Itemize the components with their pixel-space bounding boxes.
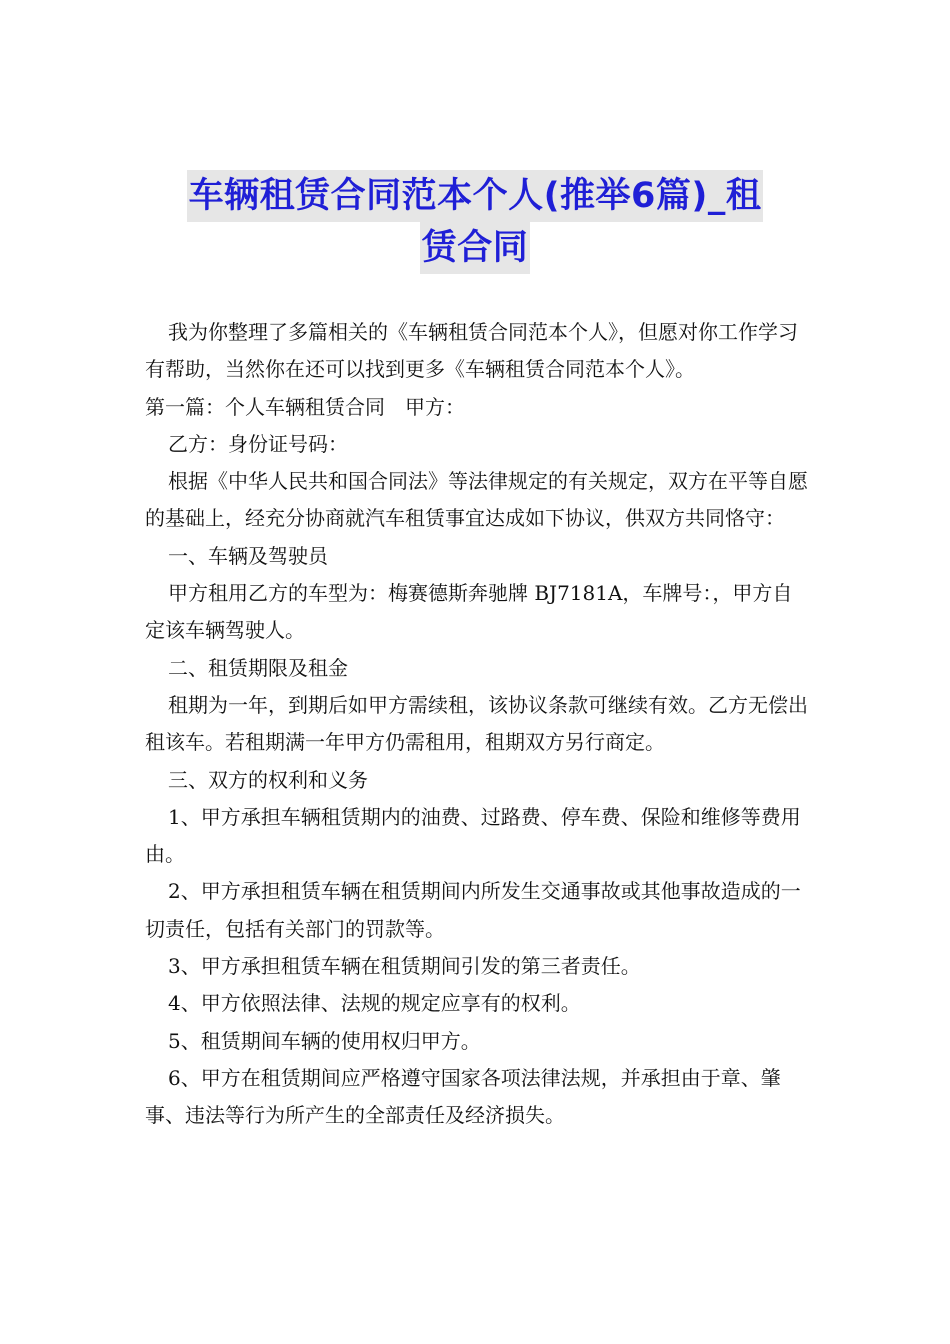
clause-6: 6、甲方在租赁期间应严格遵守国家各项法律法规，并承担由于章、肇事、违法等行为所产生的全部责任及经济损失。 (145, 1065, 781, 1128)
heading-rights-obligations: 三、双方的权利和义务 (168, 767, 368, 792)
heading-vehicle-driver: 一、车辆及驾驶员 (168, 543, 328, 568)
paragraph-legal-basis: 根据《中华人民共和国合同法》等法律规定的有关规定，双方在平等自愿的基础上，经充分协商就汽车租赁事宜达成如下协议，供双方共同恪守： (145, 469, 808, 531)
paragraph-intro: 我为你整理了多篇相关的《车辆租赁合同范本个人》，但愿对你工作学习有帮助，当然你在还可以找到更多《车辆租赁合同范本个人》。 (145, 320, 798, 382)
clause-1: 1、甲方承担车辆租赁期内的油费、过路费、停车费、保险和维修等费用由。 (145, 804, 801, 867)
title-line-2: 赁合同 (420, 222, 531, 274)
document-title (120, 170, 830, 274)
document-body (145, 314, 810, 1135)
paragraph-section-heading: 第一篇：个人车辆租赁合同 甲方： (145, 394, 465, 419)
paragraph-lease-term: 租期为一年，到期后如甲方需续租，该协议条款可继续有效。乙方无偿出租该车。若租期满一年甲方仍需租用，租期双方另行商定。 (145, 692, 808, 755)
paragraph-party-b: 乙方：身份证号码： (168, 431, 348, 456)
heading-lease-term: 二、租赁期限及租金 (168, 655, 348, 680)
clause-5: 5、租赁期间车辆的使用权归甲方。 (168, 1028, 481, 1053)
clause-4: 4、甲方依照法律、法规的规定应享有的权利。 (168, 991, 581, 1016)
paragraph-vehicle-model: 甲方租用乙方的车型为：梅赛德斯奔驰牌 BJ7181A，车牌号：，甲方自定该车辆驾驶人。 (145, 581, 793, 643)
clause-2: 2、甲方承担租赁车辆在租赁期间内所发生交通事故或其他事故造成的一切责任，包括有关部门的罚款等。 (145, 879, 801, 941)
clause-3: 3、甲方承担租赁车辆在租赁期间引发的第三者责任。 (168, 954, 641, 979)
title-line-1: 车辆租赁合同范本个人(推举6篇)_租 (187, 170, 764, 222)
